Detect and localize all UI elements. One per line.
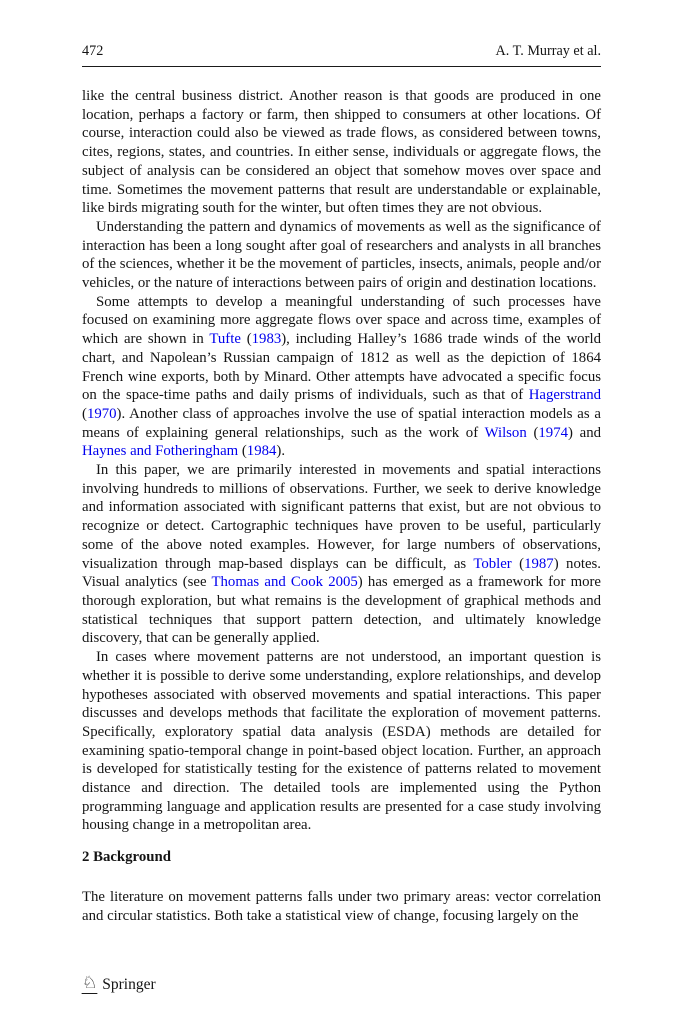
citation-link[interactable]: Hagerstrand: [528, 387, 601, 404]
citation-link[interactable]: Wilson: [484, 424, 527, 441]
citation-link[interactable]: Haynes and Fotheringham: [82, 443, 239, 460]
paragraph: [82, 87, 601, 218]
section-heading: 2 Background: [82, 849, 171, 866]
text-run: (: [82, 405, 87, 422]
header-rule: [82, 66, 601, 67]
paragraph: [82, 461, 601, 648]
springer-logo-icon: ♘: [81, 973, 98, 993]
citation-link[interactable]: Tobler: [473, 555, 512, 572]
text-run: In this paper, we are primarily interested in movements and spatial interactions involving hundreds to millions of observations. Further, we seek to derive knowledge and information associated with significant patterns that exist, but are not obvious to recognize or detect. Cartographic techniques have proven to be useful, particularly some of the above noted examples. However, for large numbers of observations, visualization through map-based displays can be difficult, as: [82, 462, 601, 572]
text-run: (: [526, 424, 539, 441]
citation-link[interactable]: 1987: [524, 555, 554, 572]
text-run: ).: [276, 443, 286, 460]
text-run: ) notes. Visual analytics (see: [82, 555, 601, 591]
citation-link[interactable]: 1983: [251, 331, 282, 348]
text-run: (: [511, 555, 525, 572]
text-run: ) and: [567, 424, 601, 441]
page-footer: [82, 975, 156, 994]
publisher-name: Springer: [102, 975, 156, 993]
text-run: Some attempts to develop a meaningful understanding of such processes have focused on examining more aggregate flows over space and across time, examples of which are shown in: [82, 293, 601, 348]
text-run: ) has emerged as a framework for more thorough exploration, but what remains is the development of graphical methods and statistical techniques that support pattern detection, and ultimately knowledge discovery, that can be generally applied.: [82, 574, 601, 647]
citation-link[interactable]: 1970: [86, 405, 117, 422]
text-run: ). Another class of approaches involve the use of spatial interaction models as a means of explaining general relationships, such as the work of: [82, 405, 601, 441]
citation-link[interactable]: 1974: [538, 424, 568, 441]
page-number: 472: [82, 43, 104, 59]
text-run: In cases where movement patterns are not understood, an important question is whether it is possible to derive some understanding, explore relationships, and develop hypotheses associated with observed movements and spatial interactions. This paper discusses and develops methods that facilitate the exploration of movement patterns. Specifically, exploratory spatial data analysis (ESDA) methods are detailed for examining spatio-temporal change in point-based object location. Further, an approach is developed for statistically testing for the existence of patterns related to movement distance and direction. The detailed tools are implemented using the Python programming language and application results are presented for a case study involving housing change in a metropolitan area.: [82, 649, 601, 834]
page-header: [82, 44, 601, 59]
citation-link[interactable]: Tufte: [209, 331, 241, 348]
text-run: (: [240, 331, 252, 348]
text-run: (: [238, 443, 247, 460]
paragraph: [82, 218, 601, 293]
running-head-authors: A. T. Murray et al.: [495, 43, 601, 59]
paragraph: [82, 293, 601, 461]
text-run: The literature on movement patterns falls under two primary areas: vector correlation and circular statistics. Both take a statistical view of change, focusing largely on the: [82, 888, 601, 924]
article-body: [82, 87, 601, 925]
citation-link[interactable]: Thomas and Cook 2005: [211, 574, 358, 591]
paragraph: [82, 888, 601, 925]
text-run: like the central business district. Another reason is that goods are produced in one location, perhaps a factory or farm, then shipped to consumers at other locations. Of course, interaction could also be viewed as trade flows, as considered between towns, cites, regions, states, and countries. In either sense, individuals or aggregate flows, the subject of analysis can be considered an object that somehow moves over space and time. Sometimes the movement patterns that result are understandable or explainable, like birds migrating south for the winter, but often times they are not obvious.: [82, 88, 601, 217]
text-run: ), including Halley’s 1686 trade winds of the world chart, and Napolean’s Russian campaign of 1812 as well as the depiction of 1864 French wine exports, both by Minard. Other attempts have advocated a specific focus on the space-time paths and daily prisms of individuals, such as that of: [82, 331, 601, 404]
paragraph: [82, 648, 601, 835]
citation-link[interactable]: 1984: [246, 443, 277, 460]
text-run: Understanding the pattern and dynamics of movements as well as the significance of interaction has been a long sought after goal of researchers and analysts in all branches of the sciences, whether it be the movement of particles, insects, animals, people and/or vehicles, or the nature of interactions between pairs of origin and destination locations.: [82, 218, 601, 292]
